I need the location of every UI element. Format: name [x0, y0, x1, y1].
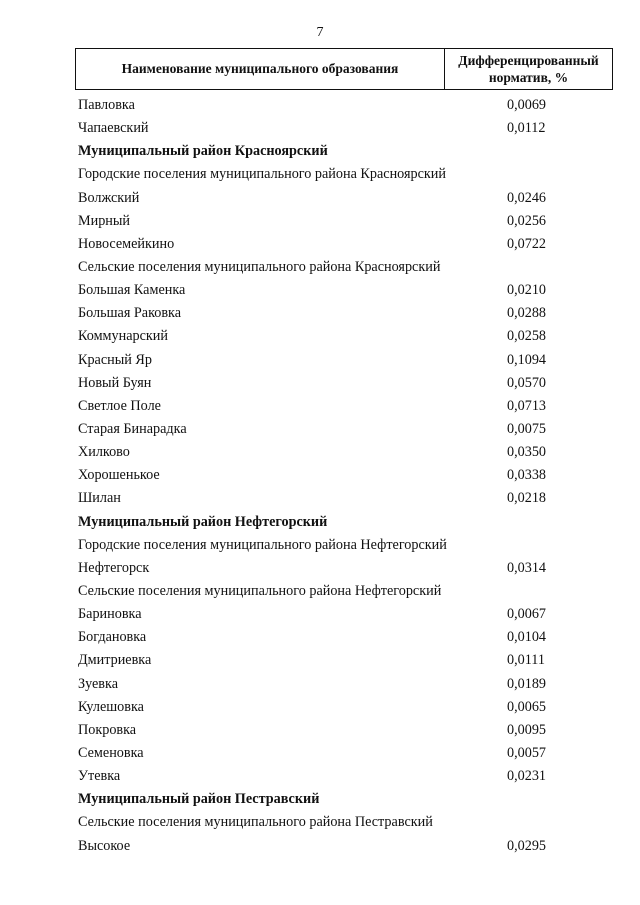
row-name: Чапаевский — [78, 120, 149, 137]
row-value: 0,0057 — [507, 744, 547, 761]
row-value: 0,0069 — [507, 97, 547, 113]
header-value-line2: норматив, % — [488, 70, 569, 85]
header-value-column — [445, 49, 612, 89]
row-value: 0,0104 — [507, 629, 547, 646]
table-row — [0, 696, 640, 719]
district-heading-row — [0, 788, 640, 811]
table-row — [0, 441, 640, 464]
table-row — [0, 835, 640, 858]
row-name: Богдановка — [78, 629, 147, 646]
table-row — [0, 325, 640, 348]
table-row — [0, 372, 640, 395]
table-row — [0, 210, 640, 233]
row-name: Хорошенькое — [78, 467, 160, 484]
row-value: 0,0256 — [507, 212, 547, 229]
row-name: Семеновка — [78, 744, 144, 761]
row-value: 0,0210 — [507, 282, 547, 299]
row-name: Мирный — [78, 212, 131, 229]
row-value: 0,0314 — [507, 559, 547, 576]
row-value: 0,0075 — [507, 420, 547, 437]
table-header — [75, 48, 613, 90]
table-row — [0, 719, 640, 742]
row-name: Шилан — [78, 490, 121, 507]
row-name: Зуевка — [78, 675, 118, 692]
group-heading-row — [0, 163, 640, 186]
row-name: Городские поселения муниципального района Нефтегорский — [78, 536, 447, 553]
group-heading-row — [0, 534, 640, 557]
row-name: Высокое — [78, 837, 131, 854]
group-heading-row — [0, 580, 640, 603]
row-value: 0,0570 — [507, 374, 547, 391]
row-value: 0,1094 — [507, 351, 547, 368]
row-value: 0,0338 — [507, 467, 547, 484]
group-heading-row — [0, 811, 640, 834]
row-value: 0,0189 — [507, 675, 547, 692]
row-value: 0,0722 — [507, 235, 547, 252]
row-name: Коммунарский — [78, 328, 168, 345]
page-number: 7 — [316, 25, 324, 40]
header-value-line1: Дифференцированный — [458, 53, 599, 68]
row-name: Сельские поселения муниципального района Нефтегорский — [78, 582, 442, 599]
district-heading-row — [0, 511, 640, 534]
table-row — [0, 279, 640, 302]
table-body — [0, 94, 640, 858]
table-row — [0, 233, 640, 256]
row-value: 0,0713 — [507, 397, 547, 414]
row-name: Сельские поселения муниципального района Красноярский — [78, 258, 441, 275]
row-value: 0,0295 — [507, 837, 547, 854]
table-row — [0, 418, 640, 441]
table-row — [0, 187, 640, 210]
row-name: Кулешовка — [78, 698, 144, 715]
table-row — [0, 649, 640, 672]
row-value: 0,0111 — [507, 652, 545, 669]
row-value: 0,0288 — [507, 305, 547, 322]
row-name: Хилково — [78, 444, 130, 461]
row-value: 0,0065 — [507, 698, 547, 715]
row-value: 0,0067 — [507, 606, 547, 623]
table-row — [0, 487, 640, 510]
table-row — [0, 117, 640, 140]
row-name: Волжский — [78, 189, 140, 206]
row-value: 0,0246 — [507, 189, 547, 206]
row-name: Новый Буян — [78, 374, 152, 391]
table-row — [0, 302, 640, 325]
row-value: 0,0258 — [507, 328, 547, 345]
group-heading-row — [0, 256, 640, 279]
row-name: Нефтегорск — [78, 559, 150, 576]
row-value: 0,0095 — [507, 721, 547, 738]
row-name: Муниципальный район Красноярский — [78, 143, 328, 160]
row-name: Большая Раковка — [78, 305, 182, 322]
row-name: Светлое Поле — [78, 397, 161, 414]
row-name: Большая Каменка — [78, 282, 186, 299]
table-row — [0, 626, 640, 649]
row-name: Утевка — [78, 768, 121, 785]
district-heading-row — [0, 140, 640, 163]
row-name: Муниципальный район Пестравский — [78, 791, 320, 808]
table-row — [0, 395, 640, 418]
row-name: Новосемейкино — [78, 235, 175, 252]
table-row — [0, 464, 640, 487]
row-name: Дмитриевка — [78, 652, 152, 669]
table-row — [0, 603, 640, 626]
table-row — [0, 557, 640, 580]
row-name: Городские поселения муниципального района Красноярский — [78, 166, 446, 183]
header-name-column: Наименование муниципального образования — [76, 49, 445, 89]
row-name: Павловка — [78, 97, 135, 113]
row-name: Муниципальный район Нефтегорский — [78, 513, 328, 530]
row-value: 0,0350 — [507, 444, 547, 461]
row-value: 0,0231 — [507, 768, 547, 785]
row-name: Красный Яр — [78, 351, 152, 368]
row-name: Сельские поселения муниципального района Пестравский — [78, 814, 433, 831]
row-value: 0,0218 — [507, 490, 547, 507]
table-row — [0, 349, 640, 372]
row-name: Покровка — [78, 721, 137, 738]
row-name: Бариновка — [78, 606, 142, 623]
table-row — [0, 94, 640, 117]
row-name: Старая Бинарадка — [78, 420, 187, 437]
table-row — [0, 742, 640, 765]
table-row — [0, 673, 640, 696]
row-value: 0,0112 — [507, 120, 546, 137]
table-row — [0, 765, 640, 788]
